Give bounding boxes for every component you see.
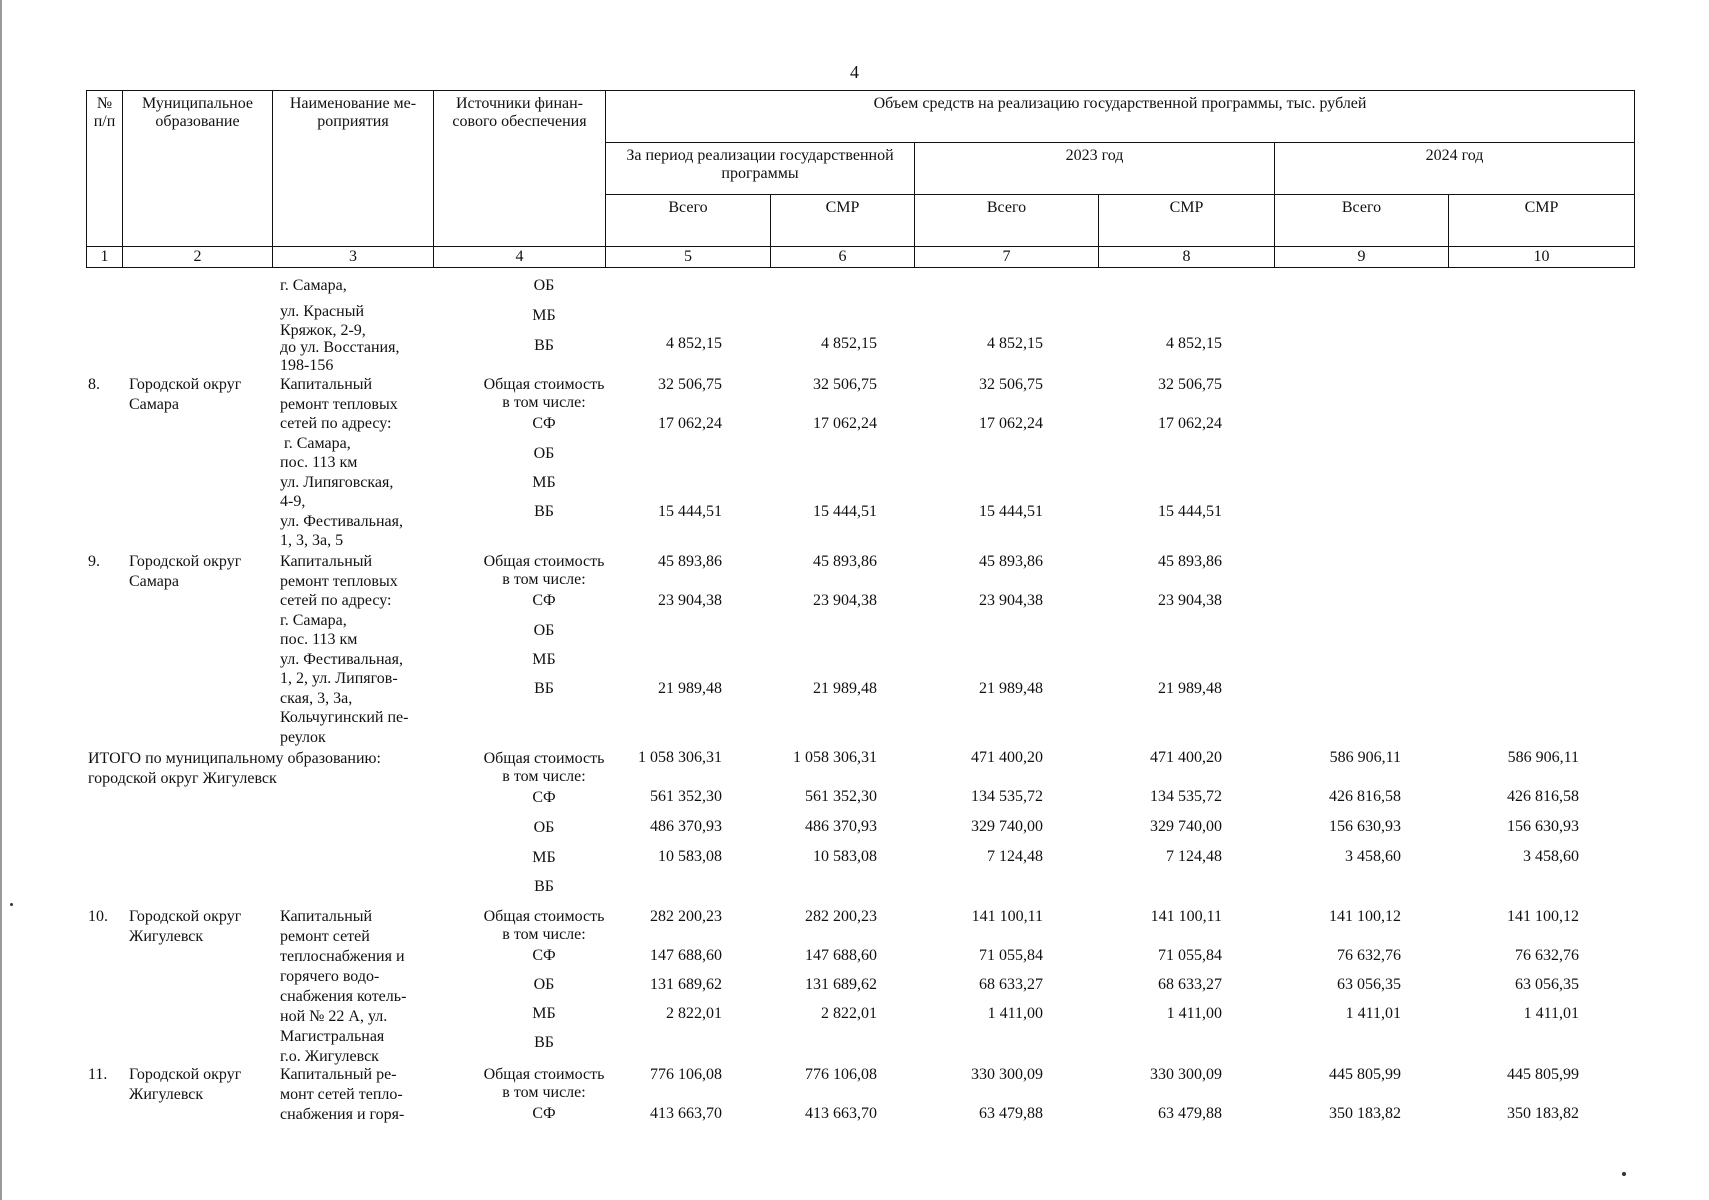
value-cell: 131 689,62 bbox=[650, 976, 722, 993]
value-cell: 1 058 306,31 bbox=[793, 749, 877, 766]
value-cell: 156 630,93 bbox=[1507, 818, 1579, 835]
column-number: 5 bbox=[606, 247, 771, 268]
event-cell: ул. Фестивальная, bbox=[280, 512, 403, 530]
value-cell: 445 805,99 bbox=[1507, 1066, 1579, 1083]
value-cell: 71 055,84 bbox=[1158, 947, 1222, 964]
event-cell: г. Самара, bbox=[280, 611, 347, 629]
value-cell: 445 805,99 bbox=[1329, 1066, 1401, 1083]
source-cell: МБ bbox=[532, 307, 556, 324]
source-cell: СФ bbox=[532, 789, 556, 806]
value-cell: 17 062,24 bbox=[813, 415, 877, 432]
source-total-label: Общая стоимость bbox=[483, 553, 605, 570]
value-cell: 156 630,93 bbox=[1329, 818, 1401, 835]
value-cell: 282 200,23 bbox=[805, 908, 877, 925]
value-cell: 4 852,15 bbox=[987, 335, 1043, 352]
event-cell: 198-156 bbox=[280, 357, 334, 374]
total-label: ИТОГО по муниципальному образованию: bbox=[88, 750, 381, 767]
header-sub-total: Всего bbox=[915, 195, 1099, 247]
column-number: 6 bbox=[771, 247, 915, 268]
value-cell: 329 740,00 bbox=[971, 818, 1043, 835]
value-cell: 1 411,00 bbox=[987, 1005, 1043, 1022]
value-cell: 350 183,82 bbox=[1507, 1105, 1579, 1122]
value-cell: 45 893,86 bbox=[979, 553, 1043, 570]
header-source: Источники финан-сового обеспечения bbox=[434, 91, 606, 247]
source-cell: МБ bbox=[532, 849, 556, 866]
value-cell: 329 740,00 bbox=[1150, 818, 1222, 835]
source-cell: ВБ bbox=[534, 503, 554, 520]
source-total-label: в том числе: bbox=[502, 571, 586, 588]
event-cell: Магистральная bbox=[280, 1028, 385, 1045]
source-total-label: в том числе: bbox=[502, 768, 586, 785]
value-cell: 486 370,93 bbox=[805, 818, 877, 835]
source-cell: МБ bbox=[532, 474, 556, 491]
event-cell: снабжения котель- bbox=[280, 988, 407, 1005]
value-cell: 21 989,48 bbox=[1158, 680, 1222, 697]
value-cell: 1 058 306,31 bbox=[638, 749, 722, 766]
column-number: 1 bbox=[87, 247, 123, 268]
municipality-cell: Городской округ bbox=[129, 908, 242, 925]
value-cell: 426 816,58 bbox=[1329, 788, 1401, 805]
event-cell: ул. Фестивальная, bbox=[280, 650, 403, 668]
event-cell: 4-9, bbox=[280, 493, 306, 510]
value-cell: 23 904,38 bbox=[658, 592, 722, 609]
value-cell: 134 535,72 bbox=[1150, 788, 1222, 805]
value-cell: 1 411,01 bbox=[1345, 1005, 1401, 1022]
source-cell: СФ bbox=[532, 592, 556, 609]
header-year-2024: 2024 год bbox=[1275, 143, 1635, 195]
event-cell: г. Самара, bbox=[280, 434, 351, 452]
value-cell: 350 183,82 bbox=[1329, 1105, 1401, 1122]
column-number: 9 bbox=[1275, 247, 1449, 268]
value-cell: 330 300,09 bbox=[971, 1066, 1043, 1083]
value-cell: 45 893,86 bbox=[813, 553, 877, 570]
value-cell: 776 106,08 bbox=[650, 1066, 722, 1083]
value-cell: 76 632,76 bbox=[1515, 947, 1579, 964]
column-number: 2 bbox=[123, 247, 273, 268]
value-cell: 561 352,30 bbox=[805, 788, 877, 805]
value-cell: 3 458,60 bbox=[1523, 848, 1579, 865]
event-cell: Капитальный bbox=[280, 908, 373, 925]
value-cell: 471 400,20 bbox=[1150, 749, 1222, 766]
event-cell: ул. Липяговская, bbox=[280, 473, 394, 491]
column-number: 3 bbox=[273, 247, 434, 268]
event-cell: ская, 3, 3а, bbox=[280, 689, 353, 707]
value-cell: 7 124,48 bbox=[1166, 848, 1222, 865]
event-cell: 1, 2, ул. Липягов- bbox=[280, 670, 398, 687]
value-cell: 21 989,48 bbox=[658, 680, 722, 697]
value-cell: 68 633,27 bbox=[979, 976, 1043, 993]
header-period-total: За период реализации государственной программы bbox=[606, 143, 915, 195]
value-cell: 141 100,11 bbox=[971, 908, 1043, 925]
municipality-cell: Самара bbox=[129, 396, 179, 413]
value-cell: 23 904,38 bbox=[1158, 592, 1222, 609]
event-cell: до ул. Восстания, bbox=[280, 339, 400, 356]
source-total-label: Общая стоимость bbox=[483, 376, 605, 393]
event-cell: Капитальный bbox=[280, 376, 373, 393]
source-cell: ВБ bbox=[534, 337, 554, 354]
value-cell: 21 989,48 bbox=[979, 680, 1043, 697]
header-municipality: Муниципальное образование bbox=[123, 91, 273, 247]
value-cell: 2 822,01 bbox=[666, 1005, 722, 1022]
event-cell: реулок bbox=[280, 728, 326, 746]
value-cell: 63 056,35 bbox=[1515, 976, 1579, 993]
value-cell: 426 816,58 bbox=[1507, 788, 1579, 805]
value-cell: 413 663,70 bbox=[650, 1105, 722, 1122]
municipality-cell: Городской округ bbox=[129, 553, 242, 570]
value-cell: 32 506,75 bbox=[979, 376, 1043, 393]
value-cell: 76 632,76 bbox=[1337, 947, 1401, 964]
value-cell: 486 370,93 bbox=[650, 818, 722, 835]
value-cell: 586 906,11 bbox=[1507, 749, 1579, 766]
source-cell: ВБ bbox=[534, 1034, 554, 1051]
row-number: 11. bbox=[88, 1066, 108, 1083]
value-cell: 23 904,38 bbox=[979, 592, 1043, 609]
value-cell: 776 106,08 bbox=[805, 1066, 877, 1083]
source-total-label: Общая стоимость bbox=[483, 908, 605, 925]
value-cell: 131 689,62 bbox=[805, 976, 877, 993]
event-cell: ремонт тепловых bbox=[280, 572, 398, 590]
value-cell: 17 062,24 bbox=[979, 415, 1043, 432]
value-cell: 471 400,20 bbox=[971, 749, 1043, 766]
event-cell: сетей по адресу: bbox=[280, 592, 392, 609]
header-sub-smr: СМР bbox=[771, 195, 915, 247]
column-number: 10 bbox=[1449, 247, 1635, 268]
event-cell: Капитальный ре- bbox=[280, 1066, 397, 1083]
value-cell: 10 583,08 bbox=[813, 848, 877, 865]
municipality-cell: Городской округ bbox=[129, 376, 242, 393]
header-event: Наименование ме-роприятия bbox=[273, 91, 434, 247]
event-cell: пос. 113 км bbox=[280, 631, 358, 648]
event-cell: горячего водо- bbox=[280, 968, 380, 985]
value-cell: 1 411,00 bbox=[1166, 1005, 1222, 1022]
value-cell: 45 893,86 bbox=[1158, 553, 1222, 570]
value-cell: 134 535,72 bbox=[971, 788, 1043, 805]
column-number: 7 bbox=[915, 247, 1099, 268]
value-cell: 141 100,12 bbox=[1507, 908, 1579, 925]
source-cell: МБ bbox=[532, 1005, 556, 1022]
value-cell: 141 100,11 bbox=[1150, 908, 1222, 925]
source-cell: ОБ bbox=[533, 277, 555, 294]
value-cell: 147 688,60 bbox=[805, 947, 877, 964]
value-cell: 7 124,48 bbox=[987, 848, 1043, 865]
source-cell: СФ bbox=[532, 947, 556, 964]
event-cell: ремонт тепловых bbox=[280, 395, 398, 413]
value-cell: 32 506,75 bbox=[658, 376, 722, 393]
column-number: 8 bbox=[1099, 247, 1275, 268]
value-cell: 141 100,12 bbox=[1329, 908, 1401, 925]
scan-dot bbox=[1622, 1172, 1626, 1176]
header-num: № п/п bbox=[87, 91, 123, 247]
value-cell: 17 062,24 bbox=[658, 415, 722, 432]
scan-dot bbox=[10, 903, 13, 906]
event-cell: Кряжок, 2-9, bbox=[280, 322, 366, 339]
value-cell: 330 300,09 bbox=[1150, 1066, 1222, 1083]
value-cell: 282 200,23 bbox=[650, 908, 722, 925]
source-cell: СФ bbox=[532, 415, 556, 432]
header-volume: Объем средств на реализацию государственной программы, тыс. рублей bbox=[606, 91, 1635, 143]
value-cell: 15 444,51 bbox=[813, 503, 877, 520]
value-cell: 45 893,86 bbox=[658, 553, 722, 570]
header-year-2023: 2023 год bbox=[915, 143, 1275, 195]
value-cell: 413 663,70 bbox=[805, 1105, 877, 1122]
value-cell: 4 852,15 bbox=[1166, 335, 1222, 352]
event-cell: Капитальный bbox=[280, 553, 373, 570]
value-cell: 23 904,38 bbox=[813, 592, 877, 609]
event-cell: сетей по адресу: bbox=[280, 415, 392, 432]
value-cell: 1 411,01 bbox=[1523, 1005, 1579, 1022]
municipality-cell: Самара bbox=[129, 573, 179, 590]
source-cell: МБ bbox=[532, 651, 556, 668]
event-cell: снабжения и горя- bbox=[280, 1106, 405, 1123]
municipality-cell: Жигулевск bbox=[129, 1086, 204, 1103]
value-cell: 32 506,75 bbox=[813, 376, 877, 393]
source-cell: ОБ bbox=[533, 622, 555, 639]
value-cell: 561 352,30 bbox=[650, 788, 722, 805]
value-cell: 15 444,51 bbox=[658, 503, 722, 520]
value-cell: 10 583,08 bbox=[658, 848, 722, 865]
source-total-label: в том числе: bbox=[502, 1084, 586, 1101]
value-cell: 15 444,51 bbox=[1158, 503, 1222, 520]
value-cell: 17 062,24 bbox=[1158, 415, 1222, 432]
event-cell: ной № 22 А, ул. bbox=[280, 1008, 388, 1025]
event-cell: ул. Красный bbox=[280, 303, 365, 320]
event-cell: г. Самара, bbox=[280, 277, 347, 294]
value-cell: 32 506,75 bbox=[1158, 376, 1222, 393]
column-number: 4 bbox=[434, 247, 606, 268]
value-cell: 71 055,84 bbox=[979, 947, 1043, 964]
event-cell: пос. 113 км bbox=[280, 454, 358, 471]
source-total-label: Общая стоимость bbox=[483, 1066, 605, 1083]
value-cell: 63 479,88 bbox=[979, 1105, 1043, 1122]
value-cell: 21 989,48 bbox=[813, 680, 877, 697]
value-cell: 63 479,88 bbox=[1158, 1105, 1222, 1122]
header-sub-smr: СМР bbox=[1099, 195, 1275, 247]
header-sub-total: Всего bbox=[1275, 195, 1449, 247]
event-cell: монт сетей тепло- bbox=[280, 1086, 403, 1103]
municipality-cell: Жигулевск bbox=[129, 928, 204, 945]
source-cell: ОБ bbox=[533, 445, 555, 462]
source-total-label: Общая стоимость bbox=[483, 750, 605, 767]
value-cell: 3 458,60 bbox=[1345, 848, 1401, 865]
source-total-label: в том числе: bbox=[502, 926, 586, 943]
value-cell: 63 056,35 bbox=[1337, 976, 1401, 993]
value-cell: 4 852,15 bbox=[821, 335, 877, 352]
header-sub-total: Всего bbox=[606, 195, 771, 247]
event-cell: Кольчугинский пе- bbox=[280, 709, 409, 726]
event-cell: ремонт сетей bbox=[280, 928, 370, 945]
source-cell: ВБ bbox=[534, 680, 554, 697]
value-cell: 147 688,60 bbox=[650, 947, 722, 964]
value-cell: 15 444,51 bbox=[979, 503, 1043, 520]
source-cell: ВБ bbox=[534, 878, 554, 895]
source-total-label: в том числе: bbox=[502, 394, 586, 411]
row-number: 10. bbox=[88, 908, 108, 925]
header-sub-smr: СМР bbox=[1449, 195, 1635, 247]
value-cell: 68 633,27 bbox=[1158, 976, 1222, 993]
event-cell: 1, 3, 3а, 5 bbox=[280, 532, 344, 549]
page-number: 4 bbox=[850, 62, 859, 82]
row-number: 8. bbox=[88, 376, 100, 393]
event-cell: г.о. Жигулевск bbox=[280, 1048, 379, 1065]
value-cell: 4 852,15 bbox=[666, 335, 722, 352]
event-cell: теплоснабжения и bbox=[280, 948, 405, 965]
value-cell: 586 906,11 bbox=[1329, 749, 1401, 766]
source-cell: СФ bbox=[532, 1105, 556, 1122]
source-cell: ОБ bbox=[533, 976, 555, 993]
total-label: городской округ Жигулевск bbox=[88, 770, 277, 787]
row-number: 9. bbox=[88, 553, 100, 570]
source-cell: ОБ bbox=[533, 819, 555, 836]
value-cell: 2 822,01 bbox=[821, 1005, 877, 1022]
municipality-cell: Городской округ bbox=[129, 1066, 242, 1083]
